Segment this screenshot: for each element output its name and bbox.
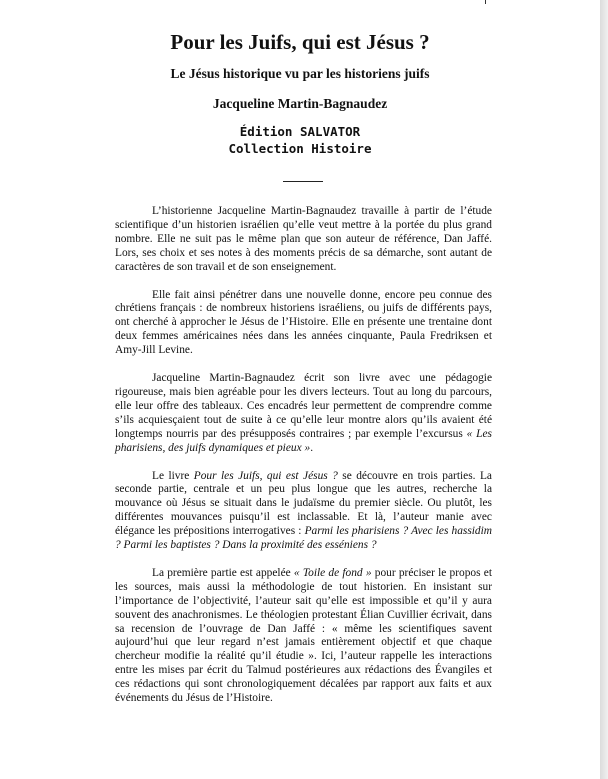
paragraph-4-questions: Parmi les pharisiens ? Avec les hassidim ? Parmi les baptistes ? Dans la proximité des esséniens ? <box>115 525 493 552</box>
paragraph-3-end: . <box>310 441 314 454</box>
paragraph-5-quote: « Toile de fond » <box>293 566 372 579</box>
paragraph-4-text: Le livre <box>152 469 194 482</box>
paragraph-3 <box>115 372 492 455</box>
paragraph-2-text: Elle fait ainsi pénétrer dans une nouvelle donne, encore peu connue des chrétiens français : de nombreux historiens israéliens, ou juifs de différents pays, ont cherché à approcher le Jésus de l’Histoire. Elle en présente une trentaine dont deux femmes américaines nées dans les années cinquante, Paula Fredriksen et Amy-Jill Levine. <box>115 288 492 357</box>
author-name: Jacqueline Martin-Bagnaudez <box>212 96 388 111</box>
paragraph-3-text: Jacqueline Martin-Bagnaudez écrit son livre avec une pédagogie rigoureuse, mais bien agréable pour les divers lecteurs. Tout au long du parcours, elle leur offre des tableaux. Ces encadrés leur permettent de comprendre comme s’ils acquiesçaient tout de suite à ce qu’elle leur montre alors qu’ils avaient été longtemps nourris par des présupposés contraires ; par exemple l’excursus <box>115 372 492 440</box>
paragraph-4-book-title: Pour les Juifs, qui est Jésus ? <box>193 469 338 482</box>
page-corner-mark <box>485 0 486 4</box>
paragraph-2 <box>115 289 492 359</box>
paragraph-1 <box>115 205 492 275</box>
paragraph-5-text: La première partie est appelée <box>152 566 294 579</box>
page-edge <box>600 0 608 779</box>
paragraph-4-text-2: se découvre en trois parties. La seconde partie, centrale et un peu plus longue que les autres, recherche la mouvance où Jésus se situait dans le judaïsme du premier siècle. Ou plutôt, les différentes mouvances puisqu’il est inclassable. Et là, l’auteur manie avec élégance les prépositions interrogatives : <box>115 469 492 538</box>
paragraph-3-quote: « Les pharisiens, des juifs dynamiques et pieux » <box>115 427 492 454</box>
paragraph-4 <box>115 470 492 553</box>
publisher-name: Édition SALVATOR <box>239 124 361 139</box>
paragraph-5-text-2: pour préciser le propos et les sources, mais aussi la méthodologie de tout historien. En insistant sur l’importance de l’objectivité, l’auteur sait qu’elle est impossible et qu’il y aura souvent des anachronismes. Le théologien protestant Élian Cuvillier écrivait, dans sa recension de l’ouvrage de Dan Jaffé : « même les scientifiques savent aujourd’hui que leur regard n’est jamais entièrement objectif et que chaque chercheur modifie la réalité qu’il étudie ». Ici, l’auteur rappelle les interactions entre les mises par écrit du Talmud postérieures aux rédactions des Évangiles et ces rédactions qui sont chronologiquement décalées par rapport aux faits et aux événements du Jésus de l’Histoire. <box>115 566 492 705</box>
collection-name: Collection Histoire <box>228 141 372 156</box>
document-subtitle: Le Jésus historique vu par les historiens juifs <box>170 66 430 81</box>
article-body <box>115 205 492 720</box>
paragraph-5 <box>115 567 492 706</box>
section-separator <box>283 181 323 182</box>
paragraph-1-text: L’historienne Jacqueline Martin-Bagnaudez travaille à partir de l’étude scientifique d’un historien israélien qu’elle veut mettre à la portée du plus grand nombre. Elle ne suit pas le même plan que son auteur de référence, Dan Jaffé. Lors, ses choix et ses notes à des moments précis de sa démarche, sont autant de caractères de son travail et de son enseignement. <box>115 205 492 273</box>
document-title: Pour les Juifs, qui est Jésus ? <box>170 30 430 54</box>
